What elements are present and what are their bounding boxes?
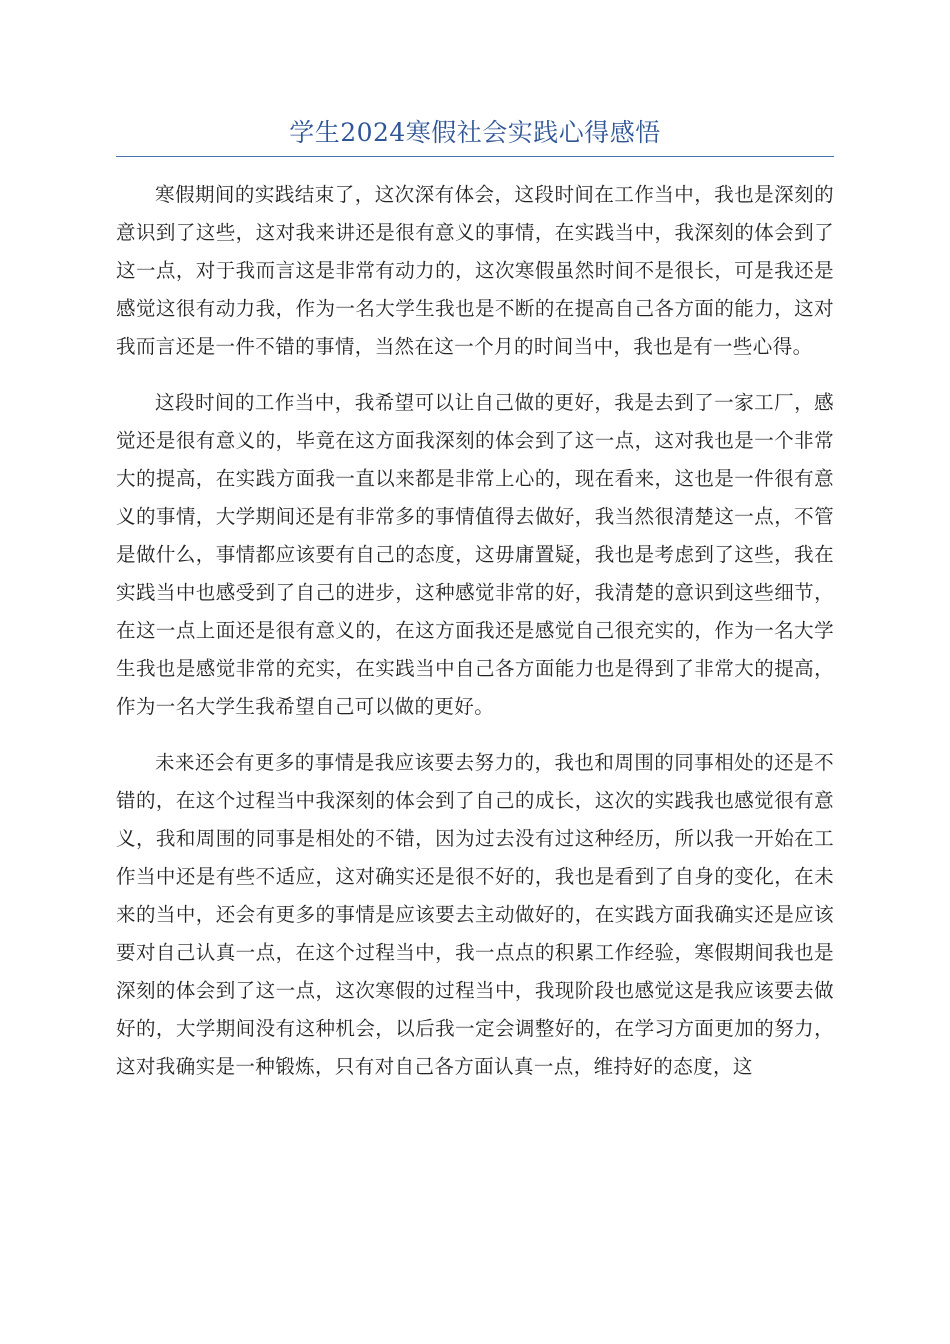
title-section [116,112,834,157]
document-title: 学生2024寒假社会实践心得感悟 [289,118,661,147]
paragraph-2: 这段时间的工作当中，我希望可以让自己做的更好，我是去到了一家工厂，感觉还是很有意义的，毕竟在这方面我深刻的体会到了这一点，这对我也是一个非常大的提高，在实践方面我一直以来都是非常上心的，现在看来，这也是一件很有意义的事情，大学期间还是有非常多的事情值得去做好，我当然很清楚这一点，不管是做什么，事情都应该要有自己的态度，这毋庸置疑，我也是考虑到了这些，我在实践当中也感受到了自己的进步，这种感觉非常的好，我清楚的意识到这些细节，在这一点上面还是很有意义的，在这方面我还是感觉自己很充实的，作为一名大学生我也是感觉非常的充实，在实践当中自己各方面能力也是得到了非常大的提高，作为一名大学生我希望自己可以做的更好。 [116,391,834,718]
paragraph-1: 寒假期间的实践结束了，这次深有体会，这段时间在工作当中，我也是深刻的意识到了这些，这对我来讲还是很有意义的事情，在实践当中，我深刻的体会到了这一点，对于我而言这是非常有动力的，这次寒假虽然时间不是很长，可是我还是感觉这很有动力我，作为一名大学生我也是不断的在提高自己各方面的能力，这对我而言还是一件不错的事情，当然在这一个月的时间当中，我也是有一些心得。 [116,183,834,358]
paragraph-3: 未来还会有更多的事情是我应该要去努力的，我也和周围的同事相处的还是不错的，在这个过程当中我深刻的体会到了自己的成长，这次的实践我也感觉很有意义，我和周围的同事是相处的不错，因为过去没有过这种经历，所以我一开始在工作当中还是有些不适应，这对确实还是很不好的，我也是看到了自身的变化，在未来的当中，还会有更多的事情是应该要去主动做好的，在实践方面我确实还是应该要对自己认真一点，在这个过程当中，我一点点的积累工作经验，寒假期间我也是深刻的体会到了这一点，这次寒假的过程当中，我现阶段也感觉这是我应该要去做好的，大学期间没有这种机会，以后我一定会调整好的，在学习方面更加的努力，这对我确实是一种锻炼，只有对自己各方面认真一点，维持好的态度，这 [116,751,834,1078]
document-body [116,176,834,1104]
